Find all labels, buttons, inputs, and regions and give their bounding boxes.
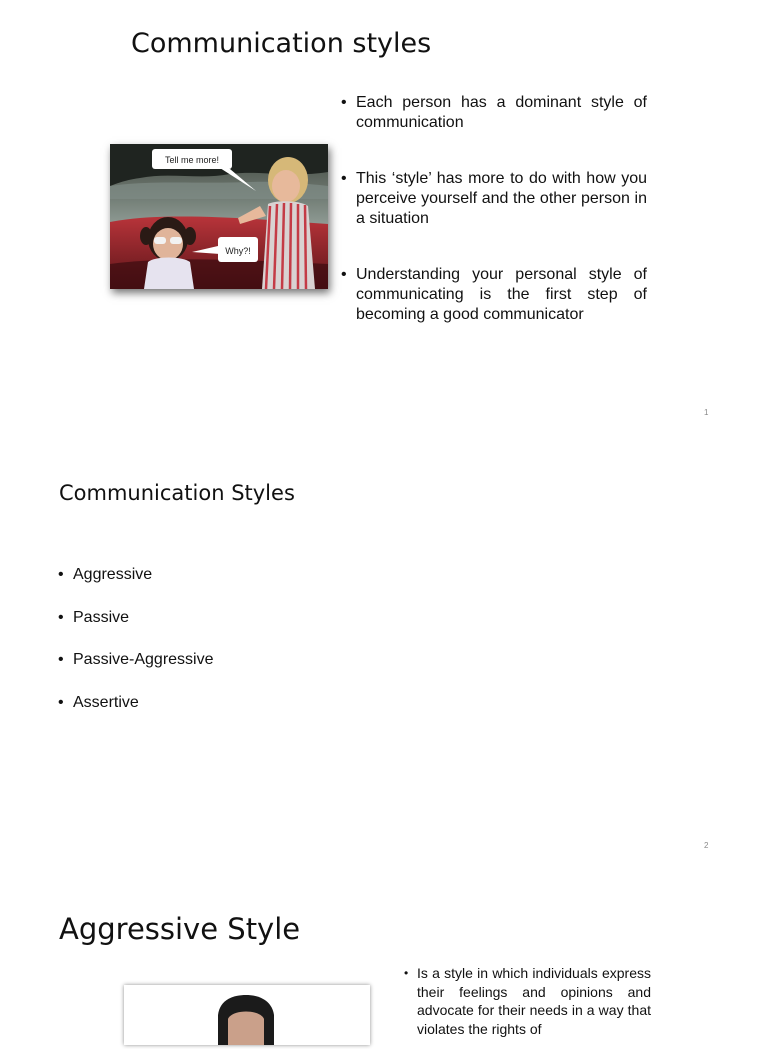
bullet-marker: • [341, 266, 347, 283]
list-item [341, 265, 647, 325]
bullet-list [404, 964, 651, 1038]
bullet-text: Each person has a dominant style of communication [356, 94, 647, 131]
slide-3 [0, 866, 768, 1037]
slide-title: Communication Styles [59, 481, 295, 505]
children-photo [110, 144, 328, 289]
slide-title: Communication styles [131, 28, 432, 59]
portrait-illustration [124, 985, 370, 1045]
bullet-marker: • [404, 966, 409, 980]
slide-2 [0, 433, 768, 866]
bullet-text: Passive-Aggressive [73, 651, 214, 668]
bullet-text: Assertive [73, 693, 139, 711]
bullet-text: Passive [73, 608, 130, 626]
bullet-text: Is a style in which individuals express their feelings and opinions and advocate for their needs in a way that violates the rights of [417, 965, 651, 1037]
man-portrait-photo [124, 985, 370, 1045]
page-number: 1 [704, 408, 709, 417]
bullet-list [58, 565, 214, 735]
bullet-marker: • [58, 566, 64, 583]
list-item [58, 608, 214, 628]
list-item [58, 565, 214, 585]
speech-bubble-top: Tell me more! [164, 155, 220, 165]
list-item [404, 964, 651, 1038]
bullet-marker: • [58, 651, 64, 668]
photo-illustration [110, 144, 328, 289]
bullet-text: Aggressive [73, 566, 153, 583]
bullet-marker: • [58, 693, 64, 711]
list-item [341, 169, 647, 229]
bullet-list [341, 93, 647, 361]
bullet-marker: • [341, 170, 347, 187]
bullet-marker: • [58, 608, 64, 626]
slide-title: Aggressive Style [59, 912, 301, 946]
page-number: 2 [704, 841, 709, 850]
bullet-text: Understanding your personal style of communicating is the first step of becoming a good communicator [356, 266, 647, 323]
list-item [58, 693, 214, 713]
slide-1 [0, 0, 768, 433]
bullet-text: This ‘style’ has more to do with how you perceive yourself and the other person in a situation [356, 170, 647, 227]
list-item [58, 650, 214, 670]
list-item [341, 93, 647, 133]
speech-bubble-bottom: Why?! [225, 246, 251, 256]
bullet-marker: • [341, 94, 347, 111]
